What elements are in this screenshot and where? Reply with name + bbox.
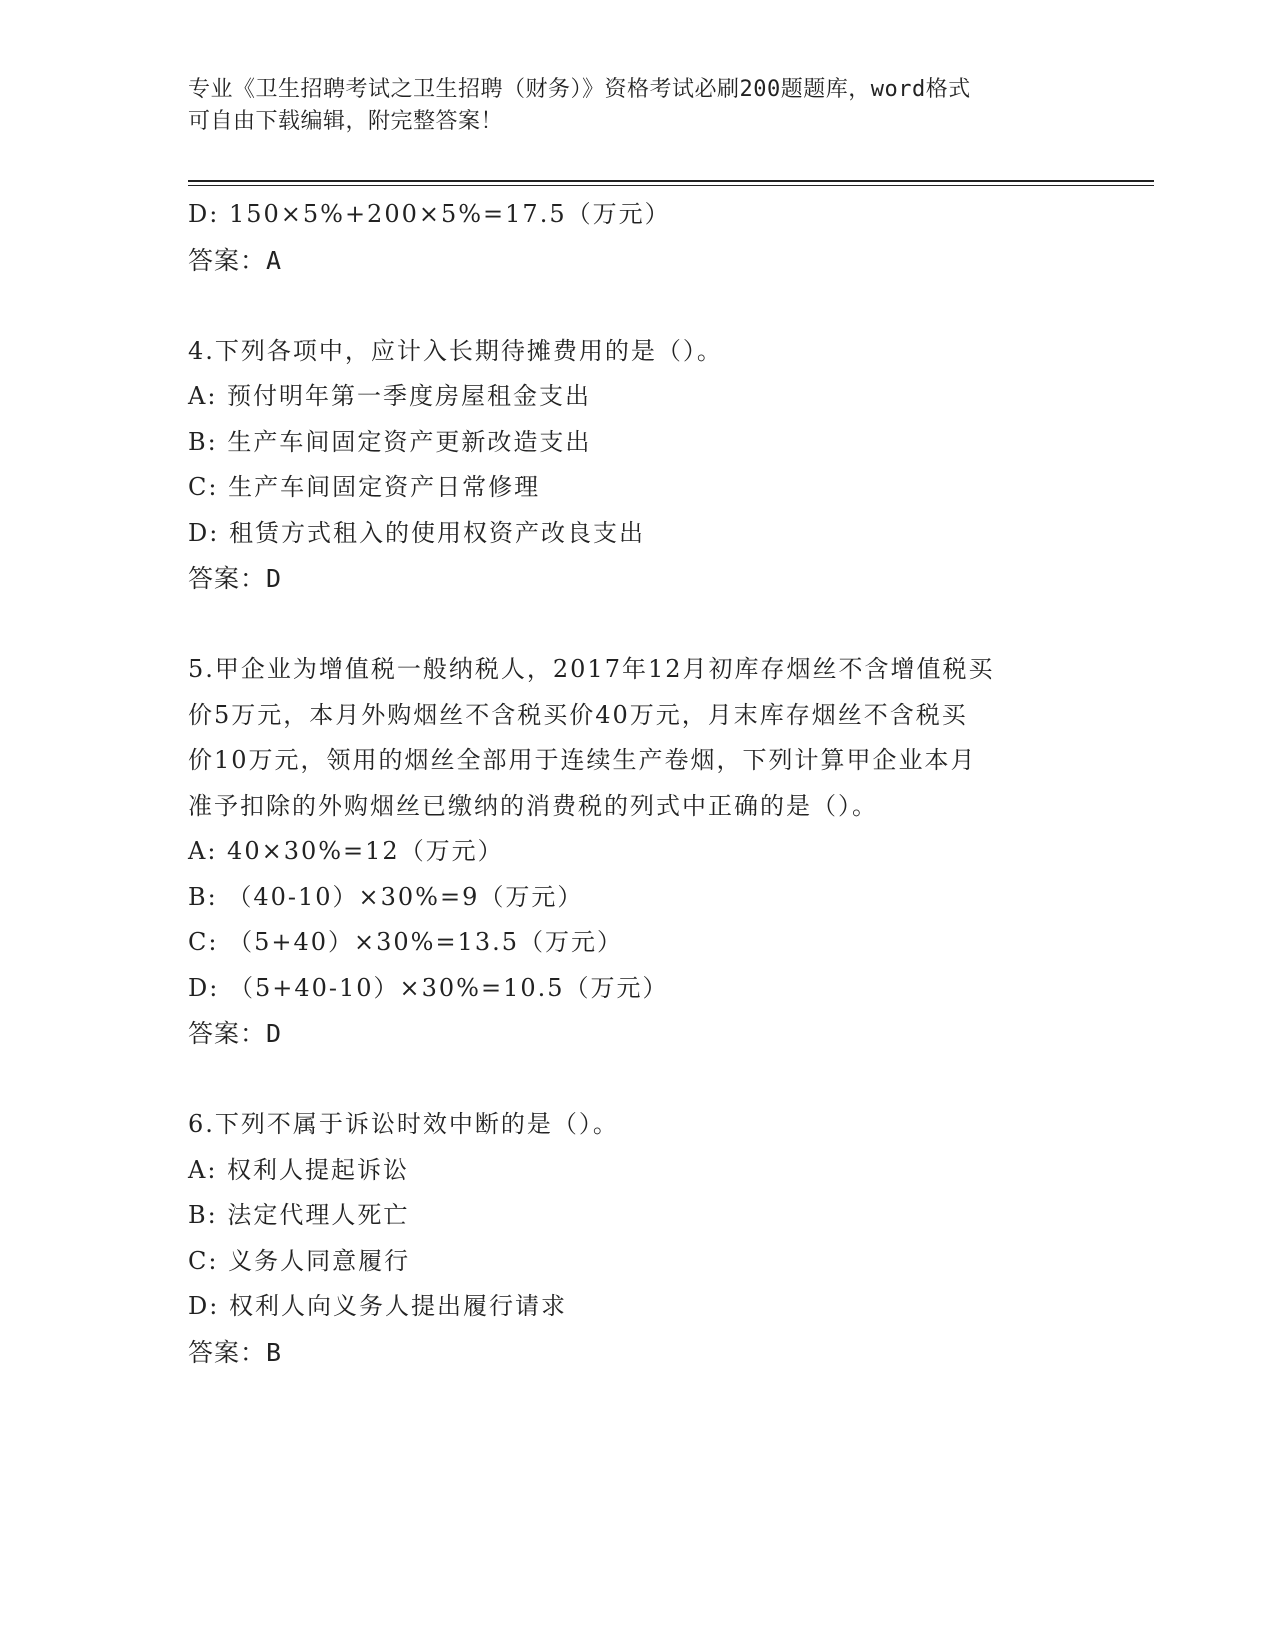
- question-block: [188, 192, 1088, 284]
- option-a: A: 预付明年第一季度房屋租金支出: [188, 382, 592, 410]
- question-stem: [188, 329, 1088, 375]
- option-b: B: （40-10）×30%=9（万元）: [188, 882, 584, 911]
- question-stem-line: 4.下列各项中，应计入长期待摊费用的是（）。: [188, 336, 723, 365]
- option-c: C: （5+40）×30%=13.5（万元）: [188, 928, 623, 956]
- question-block: [188, 1102, 1088, 1376]
- question-stem-line: 准予扣除的外购烟丝已缴纳的消费税的列式中正确的是（）。: [188, 791, 878, 820]
- question-stem-line: 5.甲企业为增值税一般纳税人，2017年12月初库存烟丝不含增值税买: [188, 655, 995, 683]
- spacer: [188, 284, 1088, 329]
- option-d: D: 权利人向义务人提出履行请求: [188, 1292, 567, 1320]
- question-stem: [188, 647, 1088, 829]
- option-c: C: 义务人同意履行: [188, 1246, 411, 1275]
- question-block: [188, 647, 1088, 1057]
- question-stem: [188, 1102, 1088, 1148]
- header-divider: [188, 180, 1154, 182]
- answer-line: 答案：D: [188, 1019, 283, 1048]
- header-line-2: 可自由下载编辑，附完整答案！: [188, 109, 504, 134]
- question-list: [188, 192, 1088, 1376]
- question-stem-line: 6.下列不属于诉讼时效中断的是（）。: [188, 1110, 619, 1138]
- answer-line: 答案：B: [188, 1337, 283, 1367]
- option-d: D: 150×5%+200×5%=17.5（万元）: [188, 200, 671, 228]
- question-stem-line: 价10万元，领用的烟丝全部用于连续生产卷烟，下列计算甲企业本月: [188, 746, 977, 774]
- option-a: A: 40×30%=12（万元）: [188, 837, 504, 865]
- question-block: [188, 329, 1088, 603]
- question-stem-line: 价5万元，本月外购烟丝不含税买价40万元，月末库存烟丝不含税买: [188, 700, 968, 729]
- option-b: B: 生产车间固定资产更新改造支出: [188, 427, 592, 456]
- spacer: [188, 602, 1088, 647]
- page-header: [188, 74, 1068, 138]
- header-divider-thin: [188, 185, 1154, 186]
- option-c: C: 生产车间固定资产日常修理: [188, 473, 541, 501]
- header-line-1: 专业《卫生招聘考试之卫生招聘（财务）》资格考试必刷200题题库，word格式: [188, 77, 971, 102]
- option-d: D: （5+40-10）×30%=10.5（万元）: [188, 973, 669, 1002]
- answer-line: 答案：A: [188, 245, 283, 275]
- spacer: [188, 1057, 1088, 1102]
- option-d: D: 租赁方式租入的使用权资产改良支出: [188, 518, 645, 547]
- answer-line: 答案：D: [188, 564, 283, 593]
- option-a: A: 权利人提起诉讼: [188, 1155, 410, 1184]
- option-b: B: 法定代理人死亡: [188, 1201, 410, 1229]
